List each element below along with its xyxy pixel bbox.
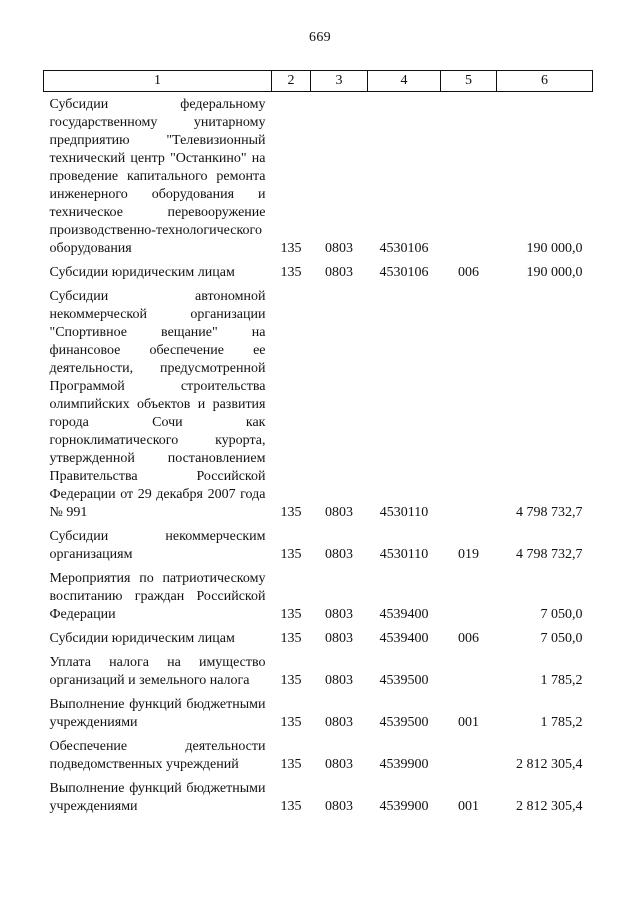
row-ministry: 135 (280, 757, 302, 772)
row-ministry: 135 (280, 631, 302, 646)
row-amount: 7 050,0 (540, 631, 583, 646)
row-amount: 2 812 305,4 (516, 757, 583, 772)
row-section: 0803 (325, 505, 353, 520)
row-target: 4530106 (379, 265, 429, 280)
row-ministry: 135 (280, 673, 302, 688)
column-header-ministry: 2 (272, 71, 311, 92)
row-type: 001 (458, 799, 479, 814)
row-name: Обеспечение деятельности подведомственных учреждений (49, 739, 266, 772)
row-name: Субсидии автономной некоммерческой организации "Спортивное вещание" на финансовое обеспечение ее деятельности, предусмотренной Программой строительства олимпийских объектов и развития города Сочи как горноклиматического курорта, утвержденной постановлением Правительства Российской Федерации от 29 декабря 2007 года № 991 (49, 289, 266, 520)
row-type (441, 650, 497, 692)
row-section: 0803 (325, 631, 353, 646)
row-target: 4530110 (379, 505, 429, 520)
table-row (44, 566, 593, 626)
row-section: 0803 (325, 265, 353, 280)
table-row (44, 776, 593, 818)
header-row (44, 71, 593, 92)
row-type (441, 734, 497, 776)
row-ministry: 135 (280, 715, 302, 730)
budget-table (43, 70, 593, 818)
row-amount: 2 812 305,4 (516, 799, 583, 814)
row-name: Выполнение функций бюджетными учреждениями (49, 781, 266, 814)
row-target: 4530110 (379, 547, 429, 562)
row-name: Уплата налога на имущество организаций и земельного налога (49, 655, 266, 688)
row-section: 0803 (325, 607, 353, 622)
row-section: 0803 (325, 799, 353, 814)
row-section: 0803 (325, 757, 353, 772)
row-section: 0803 (325, 673, 353, 688)
row-amount: 1 785,2 (540, 715, 583, 730)
row-target: 4539900 (379, 799, 429, 814)
row-name: Выполнение функций бюджетными учреждениями (49, 697, 266, 730)
row-amount: 7 050,0 (540, 607, 583, 622)
row-ministry: 135 (280, 607, 302, 622)
column-header-name: 1 (44, 71, 272, 92)
table-row (44, 734, 593, 776)
table-row (44, 650, 593, 692)
row-section: 0803 (325, 547, 353, 562)
table-row (44, 692, 593, 734)
row-amount: 190 000,0 (526, 241, 583, 256)
table-row (44, 626, 593, 650)
column-header-target: 4 (368, 71, 441, 92)
row-type (441, 284, 497, 524)
row-name: Субсидии юридическим лицам (49, 631, 235, 646)
page-number: 669 (309, 30, 331, 45)
row-amount: 4 798 732,7 (516, 547, 583, 562)
row-amount: 1 785,2 (540, 673, 583, 688)
row-ministry: 135 (280, 799, 302, 814)
row-type: 006 (458, 265, 479, 280)
row-target: 4539500 (379, 715, 429, 730)
row-ministry: 135 (280, 505, 302, 520)
row-target: 4539900 (379, 757, 429, 772)
row-target: 4530106 (379, 241, 429, 256)
row-name: Субсидии юридическим лицам (49, 265, 235, 280)
row-ministry: 135 (280, 265, 302, 280)
table-row (44, 284, 593, 524)
row-name: Субсидии некоммерческим организациям (49, 529, 266, 562)
row-target: 4539500 (379, 673, 429, 688)
row-type: 006 (458, 631, 479, 646)
row-type: 019 (458, 547, 479, 562)
row-type (441, 566, 497, 626)
row-amount: 4 798 732,7 (516, 505, 583, 520)
column-header-type: 5 (441, 71, 497, 92)
row-ministry: 135 (280, 547, 302, 562)
row-type: 001 (458, 715, 479, 730)
table-row (44, 92, 593, 261)
row-section: 0803 (325, 715, 353, 730)
column-header-amount: 6 (497, 71, 593, 92)
column-header-section: 3 (311, 71, 368, 92)
table-row (44, 524, 593, 566)
table-row (44, 260, 593, 284)
row-ministry: 135 (280, 241, 302, 256)
row-section: 0803 (325, 241, 353, 256)
row-target: 4539400 (379, 607, 429, 622)
row-name: Мероприятия по патриотическому воспитанию граждан Российской Федерации (49, 571, 266, 622)
row-type (441, 92, 497, 261)
row-name: Субсидии федеральному государственному унитарному предприятию "Телевизионный технический центр "Останкино" на проведение капитального ремонта инженерного оборудования и техническое перевооружение производственно-технологического оборудования (49, 97, 266, 256)
row-target: 4539400 (379, 631, 429, 646)
row-amount: 190 000,0 (526, 265, 583, 280)
